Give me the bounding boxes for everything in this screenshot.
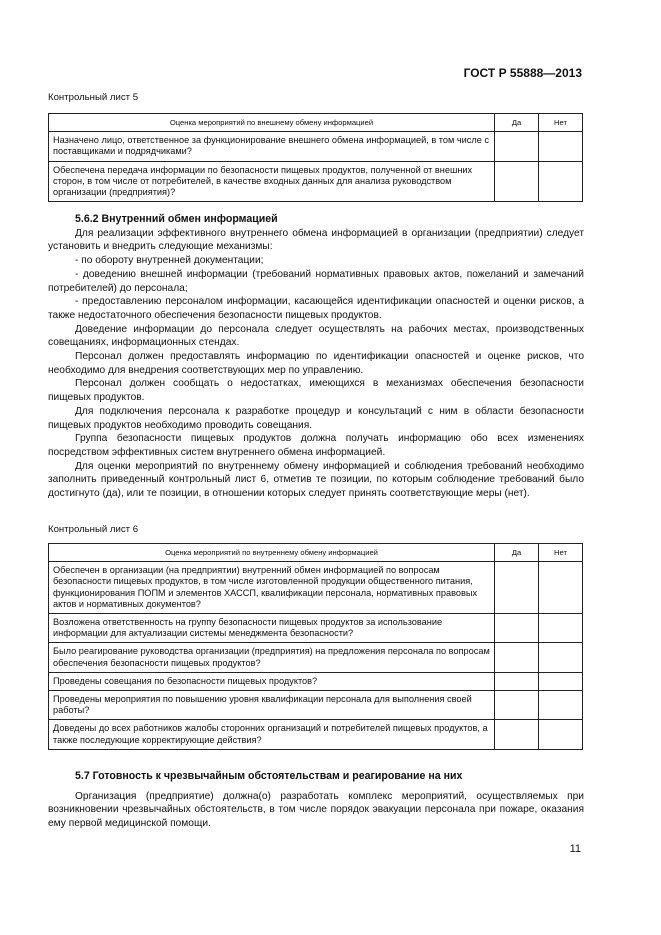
table-header-row: [49, 114, 583, 132]
table-row: [49, 691, 583, 720]
column-header-assessment: Оценка мероприятий по внутреннему обмену информацией: [49, 544, 495, 562]
table-header-row: [49, 544, 583, 562]
question-cell: Проведены совещания по безопасности пищевых продуктов?: [49, 672, 495, 690]
paragraph: Персонал должен сообщать о недостатках, имеющихся в механизмах обеспечения безопасности пищевых продуктов.: [48, 378, 584, 404]
table-row: [49, 132, 583, 161]
no-checkbox-cell[interactable]: [539, 132, 583, 161]
question-cell: Доведены до всех работников жалобы сторонних организаций и потребителей пищевых продуктов, а также последующие корректирующие действия?: [49, 720, 495, 749]
checklist-5-table: [48, 113, 583, 202]
no-checkbox-cell[interactable]: [539, 643, 583, 672]
no-checkbox-cell[interactable]: [539, 161, 583, 202]
checklist-5-label: Контрольный лист 5: [48, 92, 139, 103]
question-cell: Проведены мероприятия по повышению уровня квалификации персонала для выполнения своей работы?: [49, 691, 495, 720]
list-item: - доведению внешней информации (требований нормативных правовых актов, пожеланий и замечаний потребителей) до персонала;: [48, 268, 584, 294]
list-item: - по обороту внутренней документации;: [75, 255, 264, 267]
paragraph: Для оценки мероприятий по внутреннему обмену информацией и соблюдения требований необходимо заполнить приведенный контрольный лист 6, отметив те позиции, по которым соблюдение требований было достигнуто (да), или те позиции, в отношении которых следует принять соответствующие меры (нет).: [48, 460, 584, 500]
question-cell: Назначено лицо, ответственное за функционирование внешнего обмена информацией, в том числе с поставщиками и подрядчиками?: [49, 132, 495, 161]
paragraph: Для реализации эффективного внутреннего обмена информацией в организации (предприятии) следует установить и внедрить следующие механизмы:: [48, 227, 584, 253]
no-checkbox-cell[interactable]: [539, 672, 583, 690]
column-header-yes: Да: [495, 544, 539, 562]
column-header-no: Нет: [539, 114, 583, 132]
yes-checkbox-cell[interactable]: [495, 132, 539, 161]
no-checkbox-cell[interactable]: [539, 614, 583, 643]
yes-checkbox-cell[interactable]: [495, 672, 539, 690]
no-checkbox-cell[interactable]: [539, 562, 583, 614]
column-header-yes: Да: [495, 114, 539, 132]
section-heading: 5.7 Готовность к чрезвычайным обстоятельствам и реагирование на них: [75, 770, 463, 782]
table-row: [49, 161, 583, 202]
section-5-6-2: [48, 213, 584, 501]
section-5-7: [48, 770, 584, 831]
checklist-6-label: Контрольный лист 6: [48, 524, 139, 535]
column-header-assessment: Оценка мероприятий по внешнему обмену информацией: [49, 114, 495, 132]
list-item: - предоставлению персоналом информации, касающейся идентификации опасностей и оценки рисков, а также недостаточного обеспечения безопасности пищевых продуктов.: [48, 296, 584, 321]
column-header-no: Нет: [539, 544, 583, 562]
yes-checkbox-cell[interactable]: [495, 720, 539, 749]
table-row: [49, 720, 583, 749]
table-row: [49, 643, 583, 672]
paragraph: Для подключения персонала к разработке процедур и консультаций с ним в области безопасности пищевых продуктов необходимо проводить совещания.: [48, 405, 584, 431]
yes-checkbox-cell[interactable]: [495, 161, 539, 202]
table-row: [49, 614, 583, 643]
question-cell: Обеспечена передача информации по безопасности пищевых продуктов, полученной от внешних сторон, в том числе от потребителей, в качестве входных данных для анализа руководством организации (предприятия)?: [49, 161, 495, 202]
yes-checkbox-cell[interactable]: [495, 614, 539, 643]
page-number: 11: [569, 843, 581, 855]
question-cell: Обеспечен в организации (на предприятии) внутренний обмен информацией по вопросам безопасности пищевых продуктов, в том числе изготовленной продукции общественного питания, функционирования ПОПМ и элементов ХАССП, квалификации персонала, нормативных правовых актов и нормативных документов?: [49, 562, 495, 614]
no-checkbox-cell[interactable]: [539, 720, 583, 749]
paragraph: Персонал должен предоставлять информацию по идентификации опасностей и оценке рисков, что необходимо для внедрения соответствующих мер по управлению.: [48, 351, 584, 376]
yes-checkbox-cell[interactable]: [495, 691, 539, 720]
standard-number: ГОСТ Р 55888—2013: [463, 66, 582, 80]
table-row: [49, 672, 583, 690]
paragraph: Доведение информации до персонала следует осуществлять на рабочих местах, производственных совещаниях, информационных стендах.: [48, 323, 584, 349]
table-row: [49, 562, 583, 614]
question-cell: Возложена ответственность на группу безопасности пищевых продуктов за использование информации для актуализации системы менеджмента безопасности?: [49, 614, 495, 643]
question-cell: Было реагирование руководства организации (предприятия) на предложения персонала по вопросам обеспечения безопасности пищевых продуктов?: [49, 643, 495, 672]
yes-checkbox-cell[interactable]: [495, 643, 539, 672]
no-checkbox-cell[interactable]: [539, 691, 583, 720]
yes-checkbox-cell[interactable]: [495, 562, 539, 614]
paragraph: Организация (предприятие) должна(о) разработать комплекс мероприятий, осуществляемых при возникновении чрезвычайных обстоятельств, в том числе порядок эвакуации персонала при пожаре, оказания ему первой медицинской помощи.: [48, 790, 584, 830]
checklist-6-table: [48, 543, 583, 750]
section-heading: 5.6.2 Внутренний обмен информацией: [75, 213, 278, 225]
paragraph: Группа безопасности пищевых продуктов должна получать информацию обо всех изменениях посредством эффективных систем внутреннего обмена информацией.: [48, 433, 584, 458]
